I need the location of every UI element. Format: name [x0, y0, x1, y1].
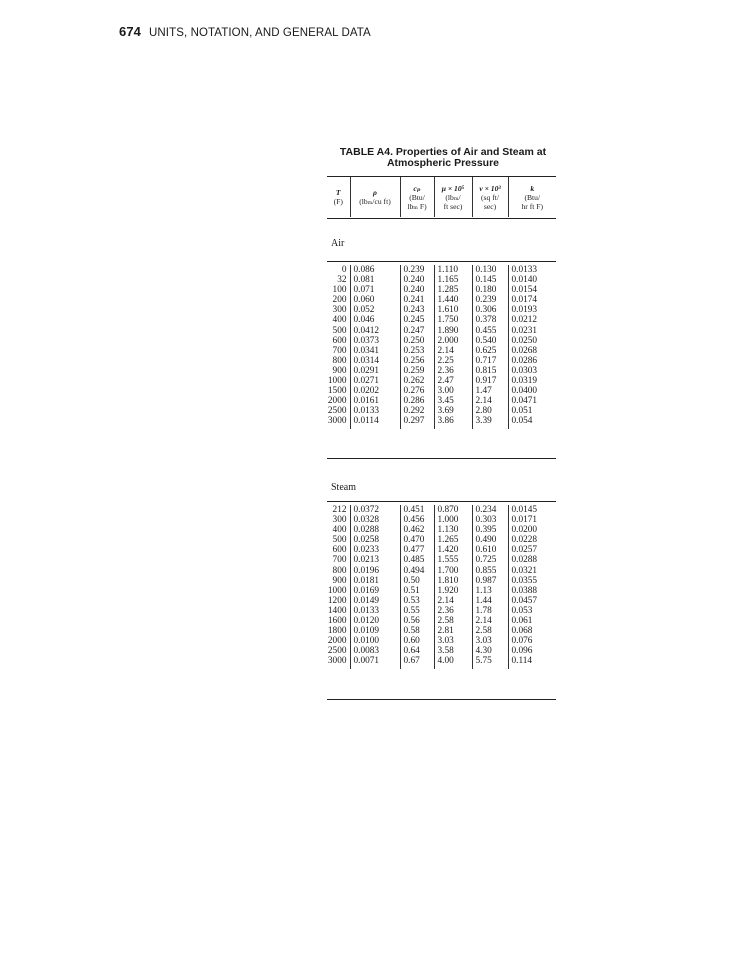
cell-viscosity: 1.700 [434, 566, 472, 576]
cell-viscosity: 2.47 [434, 376, 472, 386]
table-title-line-2: Atmospheric Pressure [386, 157, 500, 169]
table-row [327, 525, 556, 535]
table-row [327, 646, 556, 656]
cell-density: 0.0213 [350, 555, 400, 565]
cell-density: 0.0114 [350, 416, 400, 428]
cell-kinematic-viscosity: 2.14 [472, 396, 508, 406]
header-cell-specific-heat: cₚ (Btu/ lbₘ F) [400, 177, 434, 217]
cell-density: 0.0233 [350, 545, 400, 555]
cell-kinematic-viscosity: 0.239 [472, 295, 508, 305]
steam-bottom-rule [327, 699, 556, 700]
cell-density: 0.0412 [350, 326, 400, 336]
cell-density: 0.086 [350, 265, 400, 275]
cell-specific-heat: 0.243 [400, 305, 434, 315]
steam-data-table [327, 505, 556, 669]
cell-specific-heat: 0.276 [400, 386, 434, 396]
table-row [327, 515, 556, 525]
cell-conductivity: 0.0319 [508, 376, 556, 386]
cell-temperature: 900 [332, 365, 347, 376]
cell-temperature: 1800 [327, 626, 347, 637]
table-row [327, 326, 556, 336]
table-row [327, 566, 556, 576]
cell-kinematic-viscosity: 1.13 [472, 586, 508, 596]
cell-conductivity: 0.0286 [508, 356, 556, 366]
cell-density: 0.0149 [350, 596, 400, 606]
table-row [327, 586, 556, 596]
cell-specific-heat: 0.240 [400, 285, 434, 295]
cell-conductivity: 0.0321 [508, 566, 556, 576]
cell-specific-heat: 0.286 [400, 396, 434, 406]
table-row [327, 285, 556, 295]
table-row [327, 626, 556, 636]
cell-kinematic-viscosity: 0.610 [472, 545, 508, 555]
cell-kinematic-viscosity: 2.14 [472, 616, 508, 626]
cell-temperature: 300 [332, 515, 347, 526]
cell-conductivity: 0.0174 [508, 295, 556, 305]
table-row [327, 505, 556, 515]
cell-density: 0.0373 [350, 336, 400, 346]
cell-temperature: 3000 [327, 656, 347, 667]
cell-specific-heat: 0.241 [400, 295, 434, 305]
cell-density: 0.0372 [350, 505, 400, 515]
cell-viscosity: 3.03 [434, 636, 472, 646]
cell-viscosity: 1.810 [434, 576, 472, 586]
cell-conductivity: 0.0200 [508, 525, 556, 535]
cell-density: 0.0100 [350, 636, 400, 646]
cell-density: 0.046 [350, 315, 400, 325]
cell-viscosity: 1.265 [434, 535, 472, 545]
cell-temperature: 3000 [327, 416, 347, 427]
cell-density: 0.0328 [350, 515, 400, 525]
cell-specific-heat: 0.256 [400, 356, 434, 366]
cell-viscosity: 1.420 [434, 545, 472, 555]
cell-temperature: 100 [332, 285, 347, 296]
cell-specific-heat: 0.485 [400, 555, 434, 565]
cell-kinematic-viscosity: 0.395 [472, 525, 508, 535]
table-row [327, 606, 556, 616]
table-row [327, 315, 556, 325]
cell-viscosity: 3.00 [434, 386, 472, 396]
cell-temperature: 700 [332, 345, 347, 356]
cell-viscosity: 1.000 [434, 515, 472, 525]
running-head [119, 24, 371, 39]
cell-viscosity: 2.36 [434, 366, 472, 376]
cell-kinematic-viscosity: 0.625 [472, 346, 508, 356]
header-bottom-rule [327, 218, 556, 219]
cell-specific-heat: 0.247 [400, 326, 434, 336]
cell-temperature: 1500 [327, 386, 347, 397]
cell-specific-heat: 0.292 [400, 406, 434, 416]
table-row [327, 305, 556, 315]
table-row [327, 265, 556, 275]
table-row [327, 346, 556, 356]
table-title-line-1: TABLE A4. Properties of Air and Steam at [339, 146, 547, 158]
cell-viscosity: 1.285 [434, 285, 472, 295]
cell-specific-heat: 0.297 [400, 416, 434, 428]
cell-specific-heat: 0.60 [400, 636, 434, 646]
table-row [327, 366, 556, 376]
cell-density: 0.0120 [350, 616, 400, 626]
cell-viscosity: 1.440 [434, 295, 472, 305]
cell-kinematic-viscosity: 1.44 [472, 596, 508, 606]
cell-viscosity: 3.86 [434, 416, 472, 428]
cell-density: 0.0258 [350, 535, 400, 545]
cell-conductivity: 0.0133 [508, 265, 556, 275]
cell-conductivity: 0.0457 [508, 596, 556, 606]
cell-density: 0.0133 [350, 406, 400, 416]
cell-conductivity: 0.0145 [508, 505, 556, 515]
cell-kinematic-viscosity: 0.490 [472, 535, 508, 545]
cell-density: 0.0161 [350, 396, 400, 406]
cell-specific-heat: 0.253 [400, 346, 434, 356]
header-cell-kinematic-viscosity: ν × 10³ (sq ft/ sec) [472, 177, 508, 217]
cell-kinematic-viscosity: 0.455 [472, 326, 508, 336]
cell-kinematic-viscosity: 0.815 [472, 366, 508, 376]
cell-conductivity: 0.0171 [508, 515, 556, 525]
cell-conductivity: 0.054 [508, 416, 556, 428]
cell-conductivity: 0.096 [508, 646, 556, 656]
cell-kinematic-viscosity: 2.80 [472, 406, 508, 416]
cell-kinematic-viscosity: 0.303 [472, 515, 508, 525]
cell-specific-heat: 0.240 [400, 275, 434, 285]
cell-viscosity: 2.81 [434, 626, 472, 636]
cell-density: 0.0083 [350, 646, 400, 656]
cell-kinematic-viscosity: 3.39 [472, 416, 508, 428]
steam-top-rule [327, 501, 556, 502]
table-row [327, 616, 556, 626]
table-row [327, 416, 556, 428]
cell-density: 0.0271 [350, 376, 400, 386]
cell-viscosity: 0.870 [434, 505, 472, 515]
cell-kinematic-viscosity: 0.145 [472, 275, 508, 285]
air-section-label: Air [331, 238, 345, 249]
cell-conductivity: 0.0388 [508, 586, 556, 596]
cell-kinematic-viscosity: 0.180 [472, 285, 508, 295]
cell-kinematic-viscosity: 0.540 [472, 336, 508, 346]
cell-temperature: 500 [332, 325, 347, 336]
cell-specific-heat: 0.494 [400, 566, 434, 576]
cell-conductivity: 0.068 [508, 626, 556, 636]
cell-density: 0.0071 [350, 656, 400, 668]
cell-density: 0.0181 [350, 576, 400, 586]
cell-temperature: 212 [332, 505, 347, 515]
air-bottom-rule [327, 458, 556, 459]
cell-viscosity: 2.14 [434, 596, 472, 606]
cell-viscosity: 1.920 [434, 586, 472, 596]
header-cell-viscosity: μ × 10⁵ (lbₘ/ ft sec) [434, 177, 472, 217]
cell-conductivity: 0.114 [508, 656, 556, 668]
cell-temperature: 600 [332, 545, 347, 556]
cell-conductivity: 0.0257 [508, 545, 556, 555]
cell-kinematic-viscosity: 0.130 [472, 265, 508, 275]
cell-kinematic-viscosity: 5.75 [472, 656, 508, 668]
cell-specific-heat: 0.477 [400, 545, 434, 555]
table-row [327, 376, 556, 386]
cell-specific-heat: 0.53 [400, 596, 434, 606]
cell-specific-heat: 0.56 [400, 616, 434, 626]
cell-temperature: 1400 [327, 605, 347, 616]
cell-viscosity: 1.610 [434, 305, 472, 315]
cell-kinematic-viscosity: 0.987 [472, 576, 508, 586]
cell-density: 0.0133 [350, 606, 400, 616]
cell-density: 0.0169 [350, 586, 400, 596]
cell-viscosity: 1.555 [434, 555, 472, 565]
cell-conductivity: 0.0288 [508, 555, 556, 565]
cell-conductivity: 0.0193 [508, 305, 556, 315]
cell-temperature: 32 [337, 275, 347, 286]
cell-temperature: 200 [332, 295, 347, 306]
cell-kinematic-viscosity: 0.306 [472, 305, 508, 315]
cell-conductivity: 0.0268 [508, 346, 556, 356]
cell-viscosity: 3.58 [434, 646, 472, 656]
cell-viscosity: 2.58 [434, 616, 472, 626]
cell-conductivity: 0.0303 [508, 366, 556, 376]
table-row [327, 636, 556, 646]
cell-viscosity: 2.14 [434, 346, 472, 356]
table-row [327, 336, 556, 346]
cell-viscosity: 2.25 [434, 356, 472, 366]
column-header-row [327, 177, 556, 217]
cell-temperature: 700 [332, 555, 347, 566]
cell-density: 0.0341 [350, 346, 400, 356]
cell-temperature: 0 [341, 265, 347, 275]
cell-specific-heat: 0.51 [400, 586, 434, 596]
steam-section-label: Steam [331, 482, 356, 493]
cell-kinematic-viscosity: 0.917 [472, 376, 508, 386]
cell-density: 0.060 [350, 295, 400, 305]
page-number: 674 [119, 24, 141, 39]
table-row [327, 295, 556, 305]
cell-specific-heat: 0.262 [400, 376, 434, 386]
cell-conductivity: 0.053 [508, 606, 556, 616]
cell-kinematic-viscosity: 3.03 [472, 636, 508, 646]
cell-kinematic-viscosity: 0.234 [472, 505, 508, 515]
cell-temperature: 400 [332, 315, 347, 326]
cell-temperature: 1200 [327, 595, 347, 606]
table-row [327, 576, 556, 586]
cell-viscosity: 3.69 [434, 406, 472, 416]
cell-density: 0.0288 [350, 525, 400, 535]
cell-viscosity: 1.750 [434, 315, 472, 325]
cell-kinematic-viscosity: 0.725 [472, 555, 508, 565]
cell-temperature: 900 [332, 575, 347, 586]
cell-specific-heat: 0.67 [400, 656, 434, 668]
cell-viscosity: 2.000 [434, 336, 472, 346]
table-row [327, 535, 556, 545]
header-cell-conductivity: k (Btu/ hr ft F) [508, 177, 556, 217]
cell-viscosity: 1.890 [434, 326, 472, 336]
cell-temperature: 500 [332, 535, 347, 546]
cell-temperature: 1000 [327, 376, 347, 387]
cell-viscosity: 1.110 [434, 265, 472, 275]
cell-conductivity: 0.0228 [508, 535, 556, 545]
cell-kinematic-viscosity: 0.378 [472, 315, 508, 325]
cell-specific-heat: 0.462 [400, 525, 434, 535]
cell-density: 0.052 [350, 305, 400, 315]
cell-kinematic-viscosity: 1.47 [472, 386, 508, 396]
cell-viscosity: 1.165 [434, 275, 472, 285]
column-header-table [327, 177, 556, 217]
cell-kinematic-viscosity: 0.717 [472, 356, 508, 366]
cell-temperature: 1000 [327, 585, 347, 596]
cell-conductivity: 0.0140 [508, 275, 556, 285]
cell-specific-heat: 0.50 [400, 576, 434, 586]
cell-viscosity: 3.45 [434, 396, 472, 406]
cell-temperature: 400 [332, 525, 347, 536]
table-row [327, 555, 556, 565]
air-data-table [327, 265, 556, 429]
table-row [327, 275, 556, 285]
cell-temperature: 300 [332, 305, 347, 316]
cell-temperature: 2000 [327, 636, 347, 647]
header-cell-temperature: T (F) [333, 188, 343, 206]
cell-temperature: 1600 [327, 616, 347, 627]
cell-conductivity: 0.0400 [508, 386, 556, 396]
cell-specific-heat: 0.245 [400, 315, 434, 325]
cell-density: 0.071 [350, 285, 400, 295]
cell-specific-heat: 0.451 [400, 505, 434, 515]
cell-kinematic-viscosity: 1.78 [472, 606, 508, 616]
cell-specific-heat: 0.58 [400, 626, 434, 636]
cell-kinematic-viscosity: 2.58 [472, 626, 508, 636]
header-cell-density: ρ (lbₘ/cu ft) [350, 177, 400, 217]
cell-conductivity: 0.0154 [508, 285, 556, 295]
cell-density: 0.0109 [350, 626, 400, 636]
table-row [327, 596, 556, 606]
table-row [327, 396, 556, 406]
cell-density: 0.0202 [350, 386, 400, 396]
cell-density: 0.0196 [350, 566, 400, 576]
cell-specific-heat: 0.64 [400, 646, 434, 656]
cell-temperature: 600 [332, 335, 347, 346]
cell-temperature: 2000 [327, 396, 347, 407]
cell-specific-heat: 0.250 [400, 336, 434, 346]
cell-density: 0.081 [350, 275, 400, 285]
cell-specific-heat: 0.239 [400, 265, 434, 275]
cell-viscosity: 1.130 [434, 525, 472, 535]
cell-conductivity: 0.076 [508, 636, 556, 646]
cell-density: 0.0291 [350, 366, 400, 376]
cell-temperature: 2500 [327, 646, 347, 657]
cell-kinematic-viscosity: 0.855 [472, 566, 508, 576]
cell-conductivity: 0.0231 [508, 326, 556, 336]
cell-conductivity: 0.0355 [508, 576, 556, 586]
table-row [327, 406, 556, 416]
cell-specific-heat: 0.470 [400, 535, 434, 545]
table-row [327, 656, 556, 668]
cell-conductivity: 0.0250 [508, 336, 556, 346]
cell-viscosity: 2.36 [434, 606, 472, 616]
cell-specific-heat: 0.259 [400, 366, 434, 376]
cell-conductivity: 0.0212 [508, 315, 556, 325]
cell-temperature: 800 [332, 355, 347, 366]
cell-conductivity: 0.061 [508, 616, 556, 626]
cell-kinematic-viscosity: 4.30 [472, 646, 508, 656]
cell-density: 0.0314 [350, 356, 400, 366]
running-head-title: UNITS, NOTATION, AND GENERAL DATA [149, 27, 371, 39]
table-title [327, 147, 559, 169]
cell-specific-heat: 0.456 [400, 515, 434, 525]
cell-specific-heat: 0.55 [400, 606, 434, 616]
air-top-rule [327, 261, 556, 262]
table-row [327, 386, 556, 396]
cell-conductivity: 0.051 [508, 406, 556, 416]
table-row [327, 356, 556, 366]
cell-viscosity: 4.00 [434, 656, 472, 668]
cell-temperature: 2500 [327, 406, 347, 417]
table-row [327, 545, 556, 555]
cell-conductivity: 0.0471 [508, 396, 556, 406]
cell-temperature: 800 [332, 565, 347, 576]
